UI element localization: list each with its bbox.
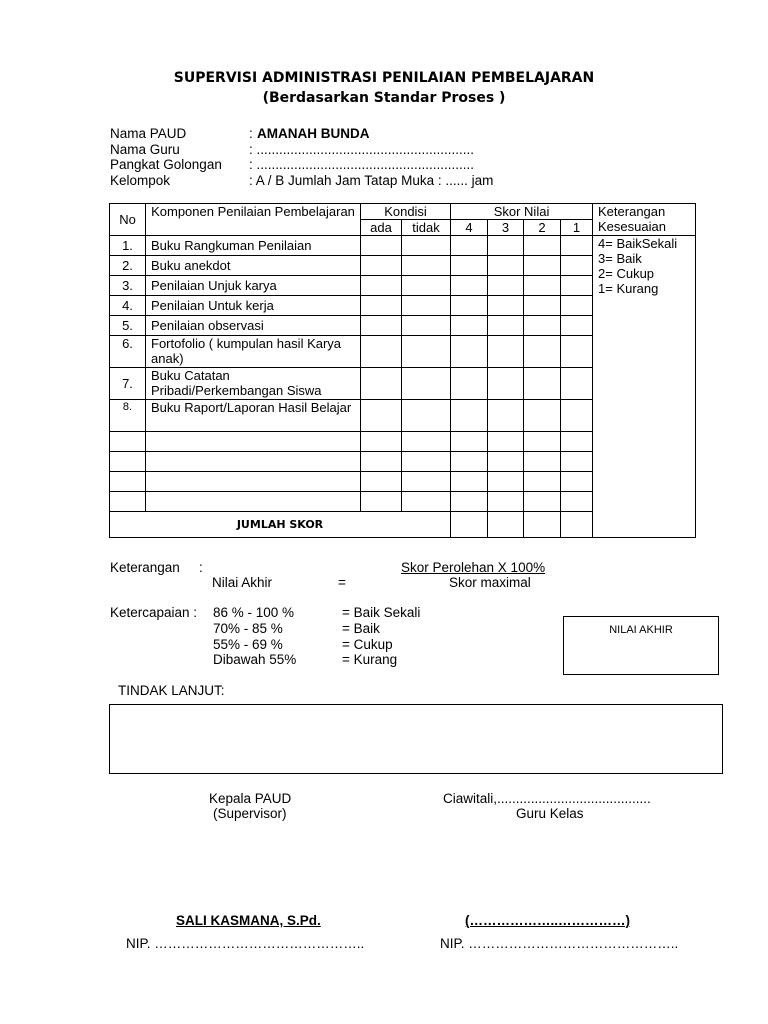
cell-ada[interactable] — [361, 316, 402, 336]
range-2: 70% - 85 % — [213, 621, 283, 636]
cell-score-2[interactable] — [524, 368, 561, 400]
range-3: 55% - 69 % — [213, 637, 283, 652]
kelompok-label: Kelompok — [110, 173, 171, 188]
row-item: Penilaian Untuk kerja — [146, 296, 361, 316]
formula-numerator: Skor Perolehan X 100% — [401, 560, 546, 575]
cell-score-3[interactable] — [488, 368, 524, 400]
cell-score-1[interactable] — [561, 236, 593, 256]
cell-score-4[interactable] — [451, 236, 488, 256]
scale-2: 2= Cukup — [598, 266, 655, 281]
row-item: Buku anekdot — [146, 256, 361, 276]
cell-tidak[interactable] — [402, 316, 451, 336]
nama-paud-value: AMANAH BUNDA — [257, 126, 370, 141]
pangkat-label: Pangkat Golongan — [110, 157, 222, 172]
cell-score-1[interactable] — [561, 336, 593, 368]
cell-empty[interactable] — [361, 432, 402, 452]
cell-empty[interactable] — [110, 472, 146, 492]
header-keterangan: Keterangan Kesesuaian — [593, 204, 696, 236]
cell-score-3[interactable] — [488, 236, 524, 256]
cell-empty[interactable] — [561, 452, 593, 472]
cell-empty[interactable] — [146, 432, 361, 452]
cell-empty[interactable] — [146, 492, 361, 512]
cell-empty[interactable] — [361, 472, 402, 492]
teacher-name: (………………..……………) — [465, 913, 630, 928]
cell-tidak[interactable] — [402, 336, 451, 368]
row-no: 2. — [110, 256, 146, 276]
total-score-2[interactable] — [524, 512, 561, 538]
ketercapaian-label: Ketercapaian : — [110, 605, 198, 620]
cell-score-4[interactable] — [451, 316, 488, 336]
cell-score-4[interactable] — [451, 276, 488, 296]
nilai-akhir-box-label: NILAI AKHIR — [609, 624, 673, 636]
range-1: 86 % - 100 % — [213, 605, 295, 620]
header-komponen: Komponen Penilaian Pembelajaran — [146, 204, 361, 236]
cell-empty[interactable] — [361, 492, 402, 512]
header-ada: ada — [361, 220, 402, 236]
row-no: 3. — [110, 276, 146, 296]
cell-score-4[interactable] — [451, 296, 488, 316]
cell-empty[interactable] — [451, 452, 488, 472]
total-score-3[interactable] — [488, 512, 524, 538]
page-title: SUPERVISI ADMINISTRASI PENILAIAN PEMBELAJARAN — [173, 70, 595, 86]
cell-empty[interactable] — [488, 432, 524, 452]
cell-empty[interactable] — [146, 452, 361, 472]
formula-denominator: Skor maximal — [449, 575, 531, 590]
nilai-akhir-label: Nilai Akhir — [212, 575, 273, 590]
header-score-3: 3 — [488, 220, 524, 236]
cell-tidak[interactable] — [402, 368, 451, 400]
cell-empty[interactable] — [110, 492, 146, 512]
cell-tidak[interactable] — [402, 296, 451, 316]
cell-empty[interactable] — [110, 432, 146, 452]
cell-empty[interactable] — [451, 432, 488, 452]
cell-tidak[interactable] — [402, 256, 451, 276]
cell-score-1[interactable] — [561, 296, 593, 316]
nama-paud-colon: : — [249, 126, 253, 141]
range-4: Dibawah 55% — [213, 652, 297, 667]
cell-score-1[interactable] — [561, 368, 593, 400]
keterangan-colon: : — [199, 560, 203, 575]
kepala-paud-label: Kepala PAUD — [209, 791, 292, 806]
cell-score-1[interactable] — [561, 316, 593, 336]
row-item: Fortofolio ( kumpulan hasil Karya anak) — [146, 336, 361, 368]
result-4: = Kurang — [342, 652, 398, 667]
cell-tidak[interactable] — [402, 400, 451, 432]
cell-score-4[interactable] — [451, 400, 488, 432]
cell-empty[interactable] — [402, 432, 451, 452]
cell-tidak[interactable] — [402, 276, 451, 296]
cell-empty[interactable] — [524, 432, 561, 452]
jumlah-skor-label: JUMLAH SKOR — [110, 512, 451, 538]
cell-score-2[interactable] — [524, 400, 561, 432]
scale-1: 1= Kurang — [598, 281, 659, 296]
cell-ada[interactable] — [361, 400, 402, 432]
cell-empty[interactable] — [524, 452, 561, 472]
header-no: No — [110, 204, 146, 236]
total-score-4[interactable] — [451, 512, 488, 538]
header-tidak: tidak — [402, 220, 451, 236]
row-no: 4. — [110, 296, 146, 316]
cell-empty[interactable] — [561, 472, 593, 492]
page-subtitle: (Berdasarkan Standar Proses ) — [262, 90, 506, 106]
keterangan-label: Keterangan — [110, 560, 180, 575]
scale-4: 4= BaikSekali — [598, 236, 678, 251]
kelompok-value: : A / B Jumlah Jam Tatap Muka : ...... jam — [249, 173, 494, 188]
nama-guru-label: Nama Guru — [110, 142, 180, 157]
cell-empty[interactable] — [488, 492, 524, 512]
cell-score-2[interactable] — [524, 276, 561, 296]
cell-score-3[interactable] — [488, 296, 524, 316]
cell-score-3[interactable] — [488, 316, 524, 336]
cell-score-2[interactable] — [524, 296, 561, 316]
nama-paud-label: Nama PAUD — [110, 126, 187, 141]
row-item: Penilaian observasi — [146, 316, 361, 336]
cell-score-4[interactable] — [451, 368, 488, 400]
total-score-1[interactable] — [561, 512, 593, 538]
row-no: 5. — [110, 316, 146, 336]
cell-empty[interactable] — [561, 492, 593, 512]
header-kondisi: Kondisi — [361, 204, 451, 220]
pangkat-value: : .......................................................... — [249, 157, 475, 172]
cell-score-4[interactable] — [451, 256, 488, 276]
cell-empty[interactable] — [561, 432, 593, 452]
cell-empty[interactable] — [524, 492, 561, 512]
cell-empty[interactable] — [524, 472, 561, 492]
row-item: Buku Rangkuman Penilaian — [146, 236, 361, 256]
teacher-nip: NIP. ……………………………………….. — [440, 936, 679, 951]
formula-equals: = — [338, 575, 346, 590]
row-item: Penilaian Unjuk karya — [146, 276, 361, 296]
cell-score-1[interactable] — [561, 276, 593, 296]
cell-empty[interactable] — [146, 472, 361, 492]
row-no: 1. — [110, 236, 146, 256]
cell-ada[interactable] — [361, 296, 402, 316]
nama-guru-value: : .......................................................... — [249, 142, 475, 157]
table-row — [110, 236, 696, 256]
keterangan-scale — [593, 236, 696, 538]
cell-tidak[interactable] — [402, 236, 451, 256]
supervisor-nip: NIP. ……………………………………….. — [126, 936, 365, 951]
cell-empty[interactable] — [451, 492, 488, 512]
row-item: Buku Catatan Pribadi/Perkembangan Siswa — [146, 368, 361, 400]
cell-score-3[interactable] — [488, 276, 524, 296]
row-no: 7. — [110, 368, 146, 400]
row-no: 8. — [110, 400, 146, 432]
header-score-1: 1 — [561, 220, 593, 236]
cell-score-2[interactable] — [524, 236, 561, 256]
cell-ada[interactable] — [361, 256, 402, 276]
cell-ada[interactable] — [361, 336, 402, 368]
cell-ada[interactable] — [361, 368, 402, 400]
cell-empty[interactable] — [110, 452, 146, 472]
scale-3: 3= Baik — [598, 251, 642, 266]
cell-score-2[interactable] — [524, 256, 561, 276]
cell-score-4[interactable] — [451, 336, 488, 368]
nilai-akhir-box[interactable] — [563, 616, 719, 675]
result-2: = Baik — [342, 621, 380, 636]
cell-score-3[interactable] — [488, 400, 524, 432]
tindak-lanjut-label: TINDAK LANJUT: — [118, 683, 225, 698]
result-1: = Baik Sekali — [342, 605, 421, 620]
header-score-4: 4 — [451, 220, 488, 236]
cell-score-3[interactable] — [488, 256, 524, 276]
supervisor-name: SALI KASMANA, S.Pd. — [176, 913, 321, 928]
cell-empty[interactable] — [488, 452, 524, 472]
cell-empty[interactable] — [402, 472, 451, 492]
tindak-lanjut-box[interactable] — [109, 704, 723, 774]
cell-score-2[interactable] — [524, 336, 561, 368]
cell-empty[interactable] — [451, 472, 488, 492]
cell-score-1[interactable] — [561, 256, 593, 276]
cell-empty[interactable] — [361, 452, 402, 472]
result-3: = Cukup — [342, 637, 393, 652]
header-skor: Skor Nilai — [451, 204, 593, 220]
place-date: Ciawitali,......................................... — [443, 791, 651, 806]
cell-score-2[interactable] — [524, 316, 561, 336]
cell-empty[interactable] — [402, 492, 451, 512]
row-item: Buku Raport/Laporan Hasil Belajar — [146, 400, 361, 432]
row-no: 6. — [110, 336, 146, 368]
cell-empty[interactable] — [402, 452, 451, 472]
cell-score-3[interactable] — [488, 336, 524, 368]
guru-kelas-label: Guru Kelas — [516, 806, 584, 821]
header-score-2: 2 — [524, 220, 561, 236]
cell-ada[interactable] — [361, 236, 402, 256]
cell-empty[interactable] — [488, 472, 524, 492]
cell-score-1[interactable] — [561, 400, 593, 432]
cell-ada[interactable] — [361, 276, 402, 296]
supervisor-label: (Supervisor) — [213, 806, 287, 821]
assessment-table — [109, 203, 696, 538]
